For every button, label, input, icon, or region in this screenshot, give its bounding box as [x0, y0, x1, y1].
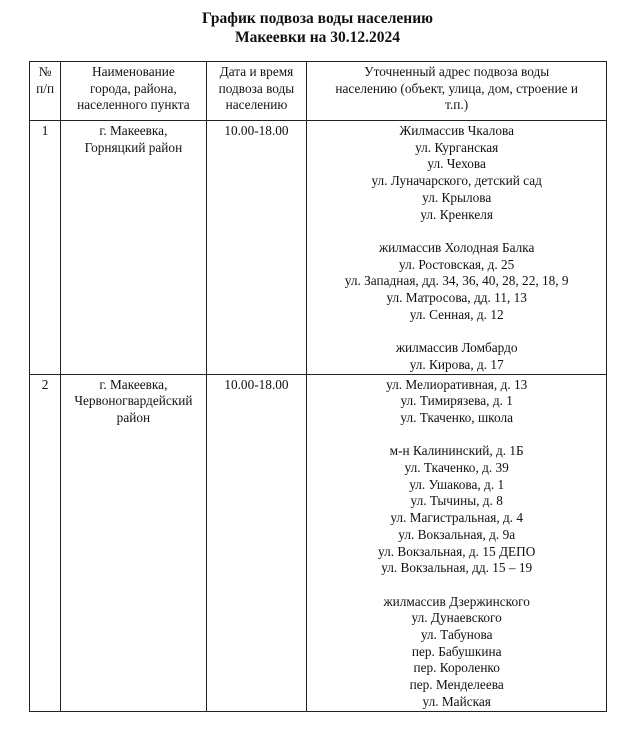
title-line-2: Макеевки на 30.12.2024 [234, 29, 401, 46]
header-text: № [38, 64, 52, 79]
header-text: т.п.) [445, 97, 469, 113]
address-line: ул. Луначарского, детский сад [371, 173, 542, 189]
name-line: г. Макеевка, [99, 376, 168, 392]
address-line: ул. Западная, дд. 34, 36, 40, 28, 22, 18, 9 [344, 273, 569, 289]
table-header-row [30, 62, 607, 121]
header-address [307, 62, 607, 121]
address-line: ул. Ткаченко, школа [400, 409, 513, 425]
header-text: города, района, [90, 80, 177, 96]
address-line: ул. Крылова [422, 189, 492, 205]
address-spacer [310, 323, 603, 340]
header-number [30, 62, 61, 121]
header-text: Уточненный адрес подвоза воды [364, 64, 550, 79]
cell-time: 10.00-18.00 [206, 374, 307, 711]
address-line: ул. Майская [422, 693, 491, 709]
address-line: ул. Тимирязева, д. 1 [400, 393, 513, 409]
table-row [30, 121, 607, 375]
header-text: Наименование [91, 64, 175, 79]
cell-addresses [307, 121, 607, 375]
address-line: ул. Магистральная, д. 4 [390, 510, 524, 526]
address-line: Жилмассив Чкалова [399, 123, 514, 138]
document-title [0, 9, 635, 47]
address-line: жилмассив Холодная Балка [378, 239, 535, 255]
cell-time: 10.00-18.00 [206, 121, 307, 375]
title-line-1: График подвоза воды населению [202, 10, 433, 27]
header-name [61, 62, 206, 121]
address-line: ул. Табунова [420, 627, 493, 643]
address-line: ул. Чехова [427, 156, 486, 172]
address-line: ул. Вокзальная, д. 9а [398, 526, 516, 542]
address-line: пер. Менделеева [409, 677, 504, 693]
water-schedule-table [29, 61, 607, 712]
address-line: ул. Тычины, д. 8 [410, 493, 503, 509]
address-line: ул. Ростовская, д. 25 [399, 256, 515, 272]
header-text: подвоза воды [218, 80, 295, 96]
address-line: ул. Кирова, д. 17 [409, 356, 504, 372]
header-date [206, 62, 307, 121]
cell-name [61, 121, 206, 375]
address-spacer [310, 577, 603, 594]
name-line: г. Макеевка, [99, 123, 168, 138]
address-line: ул. Дунаевского [411, 610, 502, 626]
cell-number: 2 [30, 374, 61, 711]
address-line: ул. Матросова, дд. 11, 13 [386, 290, 527, 306]
address-line: ул. Мелиоративная, д. 13 [386, 376, 528, 392]
address-line: м-н Калининский, д. 1Б [389, 443, 524, 459]
address-line: пер. Бабушкина [411, 643, 502, 659]
cell-name [61, 374, 206, 711]
table-row [30, 374, 607, 711]
address-spacer [310, 223, 603, 240]
address-line: пер. Короленко [413, 660, 500, 676]
cell-addresses [307, 374, 607, 711]
address-spacer [310, 427, 603, 444]
address-line: ул. Вокзальная, д. 15 ДЕПО [378, 543, 536, 559]
address-line: ул. Курганская [415, 139, 499, 155]
name-line: Червоногвардейский [74, 393, 193, 409]
name-line: Горняцкий район [84, 139, 183, 155]
header-text: населенного пункта [77, 97, 190, 113]
header-text: Дата и время [219, 64, 294, 79]
address-line: ул. Ткаченко, д. 39 [404, 460, 509, 476]
header-text: п/п [36, 80, 55, 96]
address-line: ул. Кренкеля [420, 206, 494, 222]
name-line: район [116, 409, 151, 425]
address-line: ул. Ушакова, д. 1 [409, 476, 505, 492]
address-line: жилмассив Дзержинского [383, 593, 530, 609]
address-line: ул. Сенная, д. 12 [409, 306, 504, 322]
header-text: населению (объект, улица, дом, строение и [335, 80, 578, 96]
cell-number: 1 [30, 121, 61, 375]
address-line: жилмассив Ломбардо [395, 340, 518, 356]
header-text: населению [225, 97, 288, 113]
address-line: ул. Вокзальная, дд. 15 – 19 [381, 560, 533, 576]
